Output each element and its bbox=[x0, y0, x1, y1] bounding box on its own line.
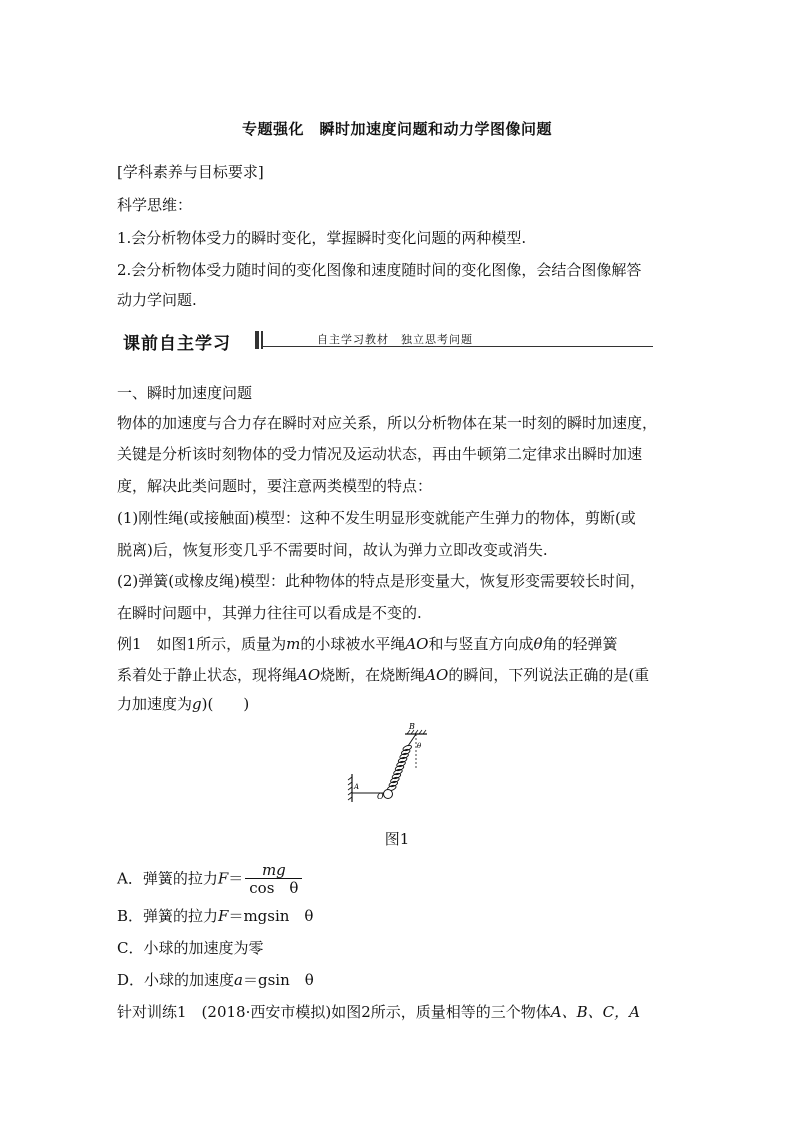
example-text: )( ) bbox=[201, 695, 250, 713]
var-ao: AO bbox=[425, 666, 449, 684]
banner-title: 课前自主学习 bbox=[123, 334, 231, 354]
option-c: C．小球的加速度为零 bbox=[117, 939, 264, 957]
training-text: 针对训练1 (2018·西安市模拟)如图2所示，质量相等的三个物体 bbox=[117, 1003, 551, 1021]
section-banner bbox=[117, 326, 657, 354]
example-text: 和与竖直方向成 bbox=[428, 635, 534, 653]
training-vars: A、B、C，A bbox=[550, 1003, 640, 1021]
var-m: m bbox=[286, 635, 301, 653]
training-line bbox=[117, 1002, 682, 1022]
goals-subheading: 科学思维： bbox=[117, 196, 193, 214]
fraction-numerator: mg bbox=[245, 862, 302, 879]
model-1-line-2: 脱离)后，恢复形变几乎不需要时间，故认为弹力立即改变或消失. bbox=[117, 541, 548, 559]
paragraph-line: 物体的加速度与合力存在瞬时对应关系，所以分析物体在某一时刻的瞬时加速度， bbox=[117, 414, 658, 432]
equals-sign: ＝ bbox=[228, 869, 244, 888]
example-text: 力加速度为 bbox=[117, 695, 193, 713]
goal-item-2-line-1: 2.会分析物体受力随时间的变化图像和速度随时间的变化图像，会结合图像解答 bbox=[117, 261, 642, 279]
example-line-3 bbox=[117, 694, 682, 714]
example-label: 例1 bbox=[117, 635, 142, 653]
model-2-line-1: (2)弹簧(或橡皮绳)模型：此种物体的特点是形变量大，恢复形变需要较长时间， bbox=[117, 572, 645, 590]
spring-ball-figure bbox=[345, 722, 435, 812]
var-theta: θ bbox=[533, 635, 543, 653]
example-text: 的瞬间，下列说法正确的是(重 bbox=[448, 666, 650, 684]
var-g: g bbox=[192, 695, 202, 713]
option-d bbox=[117, 970, 682, 990]
ball bbox=[384, 790, 393, 799]
option-d-text: D．小球的加速度 bbox=[117, 971, 235, 989]
example-text: 角的轻弹簧 bbox=[542, 635, 618, 653]
section-heading: 一、瞬时加速度问题 bbox=[117, 384, 253, 402]
option-b bbox=[117, 906, 682, 926]
example-text: 烧断，在烧断绳 bbox=[320, 666, 426, 684]
option-b-text: B．弹簧的拉力 bbox=[117, 907, 219, 925]
figure-caption: 图1 bbox=[384, 830, 410, 848]
example-text: 的小球被水平绳 bbox=[300, 635, 406, 653]
label-a: A bbox=[354, 783, 360, 791]
spring-coils bbox=[387, 744, 412, 791]
var-ao: AO bbox=[405, 635, 429, 653]
example-line-2 bbox=[117, 665, 682, 685]
fraction bbox=[245, 862, 302, 897]
label-o: O bbox=[377, 792, 384, 801]
var-a: a bbox=[234, 971, 243, 989]
option-a-text: A．弹簧的拉力 bbox=[117, 869, 218, 888]
banner-subtitle: 自主学习教材 独立思考问题 bbox=[317, 333, 473, 346]
goal-item-1: 1.会分析物体受力的瞬时变化，掌握瞬时变化问题的两种模型. bbox=[117, 229, 527, 247]
fraction-denominator: cos θ bbox=[249, 879, 299, 897]
paragraph-line: 关键是分析该时刻物体的受力情况及运动状态，再由牛顿第二定律求出瞬时加速 bbox=[117, 445, 643, 463]
goals-heading: [学科素养与目标要求] bbox=[117, 163, 264, 181]
var-ao: AO bbox=[297, 666, 321, 684]
label-theta: θ bbox=[417, 742, 422, 750]
wall-hatch bbox=[348, 777, 352, 800]
spring-top-lead bbox=[408, 734, 416, 746]
page-title: 专题强化 瞬时加速度问题和动力学图像问题 bbox=[241, 120, 552, 138]
option-d-formula: ＝gsin θ bbox=[242, 971, 314, 989]
model-2-line-2: 在瞬时问题中，其弹力往往可以看成是不变的. bbox=[117, 604, 422, 622]
model-1-line-1: (1)刚性绳(或接触面)模型：这种不发生明显形变就能产生弹力的物体，剪断(或 bbox=[117, 509, 636, 527]
paragraph-line: 度，解决此类问题时，要注意两类模型的特点： bbox=[117, 477, 433, 495]
example-text: 如图1所示，质量为 bbox=[141, 635, 287, 653]
var-f: F bbox=[217, 869, 229, 888]
option-a bbox=[117, 861, 682, 897]
example-text: 系着处于静止状态，现将绳 bbox=[117, 666, 298, 684]
option-b-formula: ＝mgsin θ bbox=[228, 907, 314, 925]
var-f: F bbox=[218, 907, 229, 925]
label-b: B bbox=[409, 722, 415, 731]
example-line-1 bbox=[117, 634, 682, 654]
goal-item-2-line-2: 动力学问题. bbox=[117, 291, 197, 309]
banner-bar bbox=[255, 331, 259, 349]
